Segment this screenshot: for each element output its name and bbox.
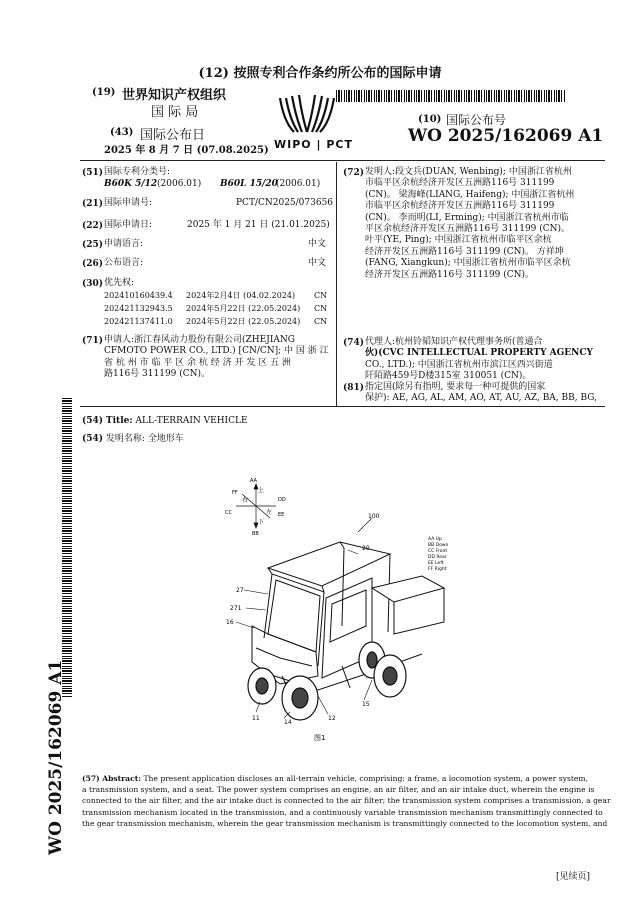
applicant-block: [104, 335, 332, 381]
abstract-block: [82, 773, 611, 829]
direction-legend: [428, 536, 449, 572]
language-number: (25): [82, 240, 104, 250]
appno-label: 国际申请号:: [104, 198, 153, 208]
wipo-emblem-icon: [272, 92, 342, 136]
priority-date: 2024年2月4日 (04.02.2024): [186, 291, 296, 300]
priority-country: CN: [314, 304, 328, 313]
title-cn: 全地形车: [147, 434, 184, 444]
ref-14: 14: [284, 719, 292, 726]
agent-line: 伙)(CVC INTELLECTUAL PROPERTY AGENCY: [365, 348, 593, 359]
atv-drawing: [222, 476, 622, 746]
compass-right: FF: [232, 490, 238, 496]
compass-left-cn: 左: [266, 509, 273, 516]
priority-no: 202410160439.4: [104, 291, 173, 300]
appno-number: (21): [82, 199, 104, 209]
inventor-block: [365, 167, 605, 281]
patent-figure: [222, 476, 622, 746]
document-type-title: (12) 按照专利合作条约所公布的国际申请: [198, 66, 442, 81]
compass-up-cn: 上: [258, 487, 265, 494]
filing-number: (22): [82, 221, 104, 231]
agent-line: 代理人:杭州铃韬知识产权代理事务所(普通合: [365, 337, 543, 347]
agent-block: [365, 337, 605, 383]
biblio-divider: [80, 406, 605, 407]
designated-line: 指定国(除另有指明, 要求每一种可提供的国家: [365, 382, 546, 392]
applicant-line: 申请人:浙江春风动力股份有限公司(ZHEJIANG: [104, 335, 295, 345]
publang-label: 公布语言:: [104, 258, 144, 268]
designated-block: [365, 382, 605, 405]
inventor-line: (CN)。 梁海峰(LIANG, Haifeng); 中国浙江省杭州: [365, 189, 575, 200]
compass-right-cn: 右: [242, 497, 249, 504]
legend-item: BB Down: [428, 543, 449, 548]
legend-item: EE Left: [428, 561, 444, 566]
column-divider: [336, 162, 337, 407]
applicant-line: CFMOTO POWER CO., LTD.) [CN/CN]; 中 国 浙 江: [104, 346, 329, 357]
title-number: (54): [82, 416, 104, 426]
abstract-line: a transmission system, and a seat. The power system comprises an engine, an air filter, and an air intake duct, wherein the engine is: [82, 785, 595, 795]
priority-date: 2024年5月22日 (22.05.2024): [186, 304, 301, 313]
compass-left: EE: [278, 512, 285, 518]
ref-100: 100: [368, 513, 380, 520]
ref-12: 12: [328, 715, 336, 722]
language-label: 申请语言:: [104, 239, 144, 249]
ipc-number: (51): [82, 168, 104, 178]
pubno-label: 国际公布号: [446, 113, 507, 127]
legend-item: CC Front: [428, 549, 448, 554]
ref-16: 16: [226, 619, 234, 626]
inventor-line: 经济开发区五洲路116号 311199 (CN)。: [365, 269, 535, 280]
publang-number: (26): [82, 259, 104, 269]
inventor-line: 经济开发区五洲路116号 311199 (CN)。 方祥坤: [365, 246, 564, 257]
inventor-line: 发明人:段文兵(DUAN, Wenbing); 中国浙江省杭州: [365, 167, 572, 177]
priority-date: 2024年5月22日 (22.05.2024): [186, 317, 301, 326]
ref-20: 20: [362, 545, 370, 552]
compass-down-cn: 下: [258, 519, 265, 526]
applicant-line: 路116号 311199 (CN)。: [104, 369, 211, 380]
pubno-number: (10): [418, 114, 442, 125]
vehicle-outline: [252, 542, 444, 698]
compass-up: AA: [250, 478, 257, 484]
ref-271: 271: [230, 605, 242, 612]
language-value: 中文: [308, 239, 327, 249]
continued-note: [见续页]: [556, 872, 591, 882]
priority-no: 202421137411.0: [104, 317, 173, 326]
pubdate-value: 2025 年 8 月 7 日 (07.08.2025): [104, 145, 269, 156]
inventor-line: (FANG, Xiangkun); 中国浙江省杭州市临平区余杭: [365, 258, 571, 269]
compass-down: BB: [252, 531, 259, 537]
title-en: ALL-TERRAIN VEHICLE: [135, 416, 248, 426]
abstract-line: [82, 773, 605, 784]
inventor-line: 平区余杭经济开发区五洲路116号 311199 (CN)。: [365, 224, 571, 235]
wheels: [248, 642, 406, 720]
ipc-label: 国际专利分类号:: [104, 167, 171, 177]
direction-compass: [236, 484, 276, 528]
inventor-line: 市临平区余杭经济开发区五洲路116号 311199: [365, 201, 555, 212]
priority-number: (30): [82, 279, 104, 289]
priority-country: CN: [314, 317, 328, 326]
compass-rear: DD: [278, 497, 286, 503]
side-publication-number: WO 2025/162069 A1: [46, 659, 66, 855]
org-name: 世界知识产权组织: [122, 88, 227, 103]
ipc-1-code: B60K 5/12: [104, 179, 158, 189]
priority-no: 202421132943.5: [104, 304, 173, 313]
ref-27: 27: [236, 587, 244, 594]
ref-11: 11: [252, 715, 260, 722]
title-cn-number: (54): [82, 434, 104, 444]
legend-item: FF Right: [428, 567, 447, 572]
org-bureau: 国 际 局: [151, 105, 199, 120]
abstract-text: The present application discloses an all-terrain vehicle, comprising: a frame, a locomotion system, a power system,: [143, 774, 589, 783]
ipc-2-version: (2006.01): [276, 179, 321, 189]
legend-item: AA Up: [428, 537, 442, 542]
agent-line: 阡陌路459号D楼315室 310051 (CN)。: [365, 371, 532, 382]
inventor-line: 市临平区余杭经济开发区五洲路116号 311199: [365, 178, 555, 189]
title-en-row: [82, 416, 248, 427]
title-cn-row: [82, 434, 184, 445]
ref-15: 15: [362, 701, 370, 708]
publang-value: 中文: [308, 258, 327, 268]
priority-label: 优先权:: [104, 278, 135, 288]
abstract-label: Abstract:: [102, 774, 142, 783]
title-en-label: Title:: [105, 416, 133, 426]
wipo-pct-label: WIPO | PCT: [274, 138, 353, 151]
inventor-line: (CN)。 李而明(LI, Erming); 中国浙江省杭州市临: [365, 212, 569, 223]
designated-number: (81): [343, 383, 365, 393]
figure-caption: 图1: [314, 734, 326, 742]
ipc-2-code: B60L 15/20: [220, 179, 278, 189]
abstract-line: connected to the air filter, and the air intake duct is connected to the air filter; the transmission system comprises a transmission, a gear: [82, 796, 611, 806]
ipc-1-version: (2006.01): [157, 179, 202, 189]
compass-front: CC: [225, 510, 232, 516]
pubno-value: WO 2025/162069 A1: [408, 126, 604, 146]
pubdate-label: 国际公布日: [140, 128, 206, 143]
applicant-number: (71): [82, 336, 104, 346]
org-number: (19): [92, 87, 116, 98]
title-cn-label: 发明名称:: [105, 434, 145, 444]
priority-country: CN: [314, 291, 328, 300]
applicant-line: 省 杭 州 市 临 平 区 余 杭 经 济 开 发 区 五 洲: [104, 357, 291, 368]
legend-item: DD Rear: [428, 555, 447, 560]
agent-number: (74): [343, 338, 365, 348]
top-barcode: [336, 90, 566, 102]
agent-line: CO., LTD.); 中国浙江省杭州市滨江区西兴街道: [365, 359, 553, 370]
inventor-line: 叶平(YE, Ping); 中国浙江省杭州市临平区余杭: [365, 235, 552, 246]
designated-line: 保护): AE, AG, AL, AM, AO, AT, AU, AZ, BA, BB, BG,: [365, 393, 597, 404]
abstract-line: transmission mechanism located in the transmission, and a continuously variable transmission mechanism transmittingly connected to: [82, 807, 603, 817]
header-divider: [80, 160, 605, 161]
side-barcode: [62, 398, 72, 698]
appno-value: PCT/CN2025/073656: [236, 198, 334, 208]
inventor-number: (72): [343, 168, 365, 178]
filing-value: 2025 年 1 月 21 日 (21.01.2025): [187, 220, 330, 230]
abstract-line: the gear transmission mechanism, wherein the gear transmission mechanism is transmittingly connected to the locomotion system, and: [82, 818, 608, 828]
filing-label: 国际申请日:: [104, 220, 153, 230]
abstract-number: (57): [82, 774, 100, 783]
pubdate-number: (43): [110, 127, 134, 138]
